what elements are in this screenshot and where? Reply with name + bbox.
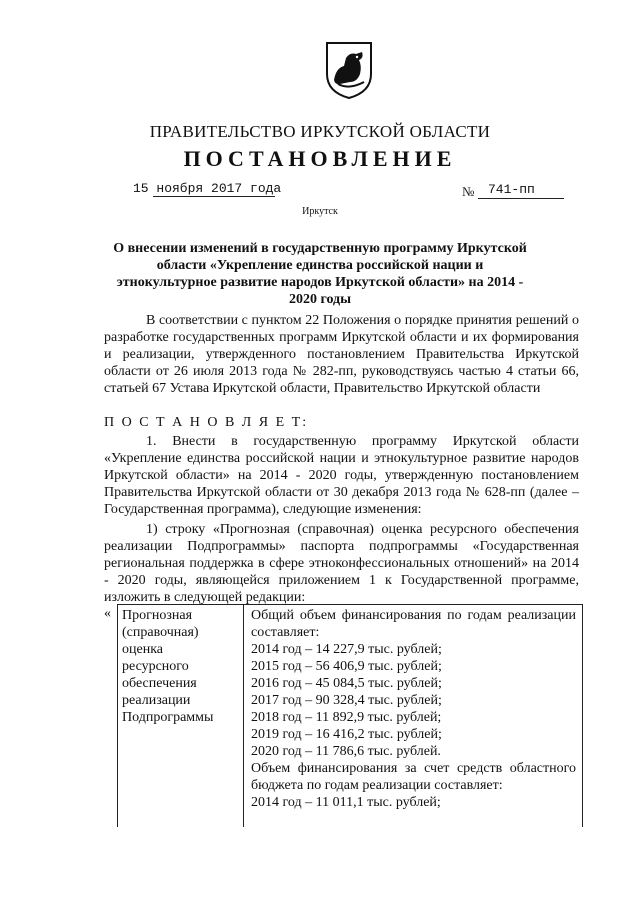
label-line: Прогнозная: [122, 608, 193, 623]
document-subject: О внесении изменений в государственную программу Иркутской области «Укрепление единства российской нации и этнокультурное развитие народов Иркутской области» на 2014 - 2020 годы: [113, 241, 527, 307]
year-amount: 2014 год – 11 011,1 тыс. рублей;: [251, 795, 441, 810]
label-line: Подпрограммы: [122, 710, 214, 725]
label-line: (справочная): [122, 625, 199, 640]
document-type-heading: ПОСТАНОВЛЕНИЕ: [183, 146, 457, 171]
date-underline: [153, 196, 275, 197]
year-amount: 2016 год – 45 084,5 тыс. рублей;: [251, 676, 442, 691]
table-value-cell: [244, 605, 582, 827]
financing-table: [117, 604, 583, 827]
regional-financing-intro: Объем финансирования за счет средств областного бюджета по годам реализации составляет:: [251, 761, 576, 793]
label-line: обеспечения: [122, 676, 197, 691]
label-line: ресурсного: [122, 659, 189, 674]
document-number: 741-пп: [488, 182, 535, 197]
preamble-paragraph: В соответствии с пунктом 22 Положения о порядке принятия решений о разработке государственных программ Иркутской области и их формирования и реализации, утвержденного постановлением Правительства Иркутской области от 26 июля 2013 года № 282-пп, руководствуясь частью 4 статьи 66, статьей 67 Устава Иркутской области, Правительство Иркутской области: [104, 313, 579, 396]
label-line: реализации: [122, 693, 191, 708]
year-amount: 2018 год – 11 892,9 тыс. рублей;: [251, 710, 442, 725]
item-1-paragraph: 1. Внести в государственную программу Иркутской области «Укрепление единства российской нации и этнокультурное развитие народов Иркутской области» на 2014 - 2020 годы, утвержденную постановлением Правительства Иркутской области от 30 декабря 2013 года № 628-пп (далее – Государственная программа), следующие изменения:: [104, 434, 579, 517]
number-sign: №: [462, 184, 475, 199]
year-amount: 2017 год – 90 328,4 тыс. рублей;: [251, 693, 442, 708]
table-row-label-cell: [118, 605, 244, 827]
total-financing-intro: Общий объем финансирования по годам реализации составляет:: [251, 608, 576, 640]
coat-of-arms-emblem: [324, 40, 374, 100]
opening-quote: «: [104, 606, 111, 621]
number-underline: [478, 198, 564, 199]
year-amount: 2015 год – 56 406,9 тыс. рублей;: [251, 659, 442, 674]
resolves-heading: П О С Т А Н О В Л Я Е Т:: [104, 415, 309, 430]
document-date: 15 ноября 2017 года: [133, 181, 282, 196]
year-amount: 2020 год – 11 786,6 тыс. рублей.: [251, 744, 441, 759]
item-1-1-paragraph: 1) строку «Прогнозная (справочная) оценка ресурсного обеспечения реализации Подпрограммы» паспорта подпрограммы «Государственная региональная поддержка в сфере этноконфессиональных отношений» на 2014 - 2020 годы, являющейся приложением 1 к Государственной программе, изложить в следующей редакции:: [104, 522, 579, 605]
year-amount: 2014 год – 14 227,9 тыс. рублей;: [251, 642, 442, 657]
year-amount: 2019 год – 16 416,2 тыс. рублей;: [251, 727, 442, 742]
government-title: ПРАВИТЕЛЬСТВО ИРКУТСКОЙ ОБЛАСТИ: [149, 122, 491, 141]
label-line: оценка: [122, 642, 164, 657]
city-name: Иркутск: [302, 206, 338, 217]
